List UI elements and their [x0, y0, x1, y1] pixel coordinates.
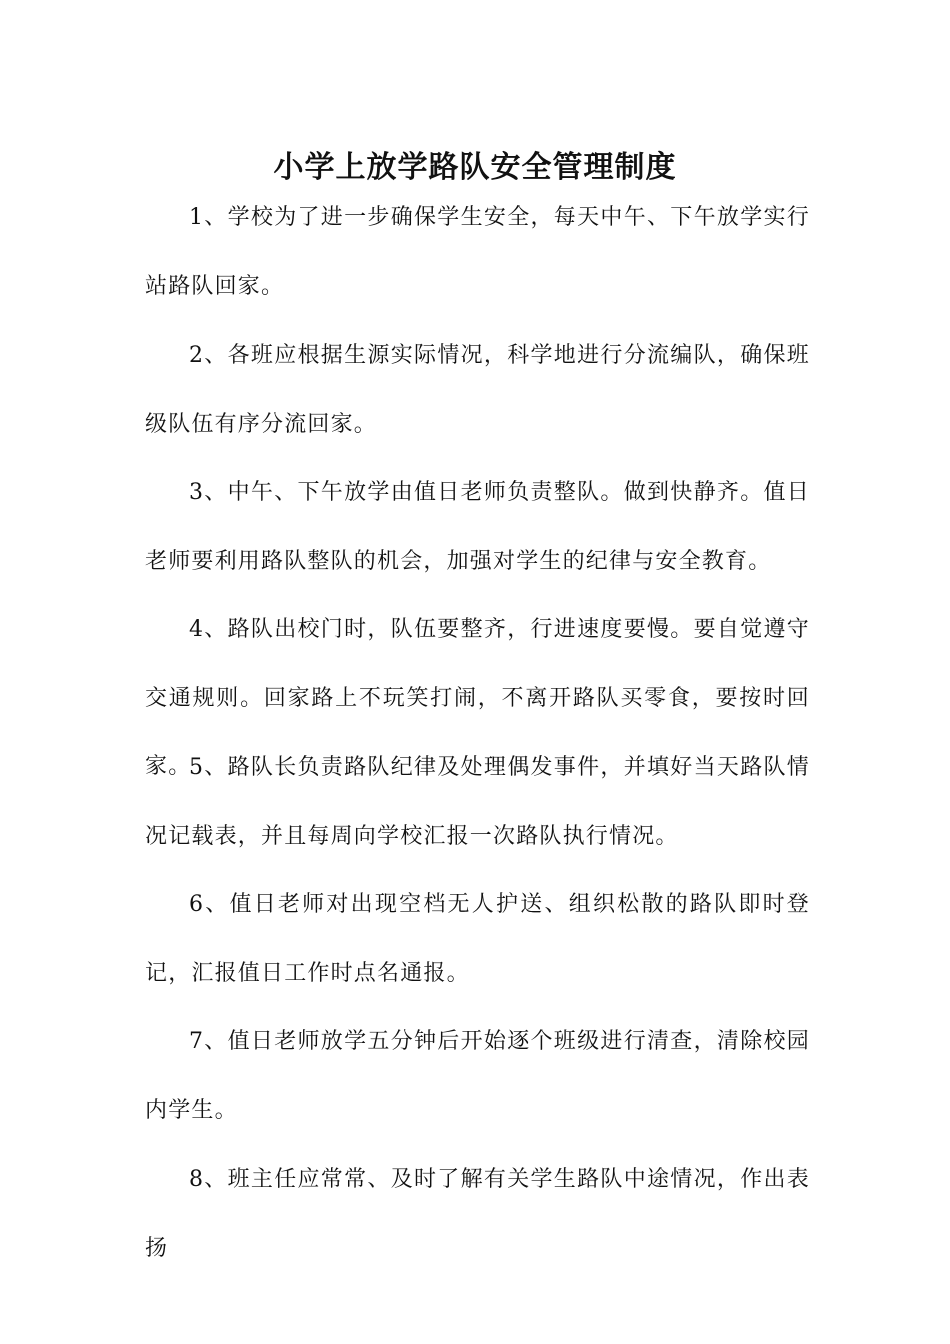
paragraph-3: 3、中午、下午放学由值日老师负责整队。做到快静齐。值日老师要利用路队整队的机会，加强对学生的纪律与安全教育。 — [145, 480, 810, 574]
paragraph-1: 1、学校为了进一步确保学生安全，每天中午、下午放学实行站路队回家。 — [145, 205, 810, 299]
paragraph-7: 7、值日老师放学五分钟后开始逐个班级进行清查，清除校园内学生。 — [145, 1029, 810, 1123]
paragraph-8: 8、班主任应常常、及时了解有关学生路队中途情况，作出表扬 — [145, 1167, 810, 1261]
paragraph-2: 2、各班应根据生源实际情况，科学地进行分流编队，确保班级队伍有序分流回家。 — [145, 343, 810, 437]
document-title: 小学上放学路队安全管理制度 — [273, 150, 677, 186]
paragraph-5: 5、路队长负责路队纪律及处理偶发事件，并填好当天路队情况记载表，并且每周向学校汇报一次路队执行情况。 — [145, 755, 810, 849]
paragraph-6: 6、值日老师对出现空档无人护送、组织松散的路队即时登记，汇报值日工作时点名通报。 — [145, 892, 810, 986]
paragraph-4: 4、路队出校门时，队伍要整齐，行进速度要慢。要自觉遵守交通规则。回家路上不玩笑打闹，不离开路队买零食，要按时回家。 — [145, 617, 810, 780]
